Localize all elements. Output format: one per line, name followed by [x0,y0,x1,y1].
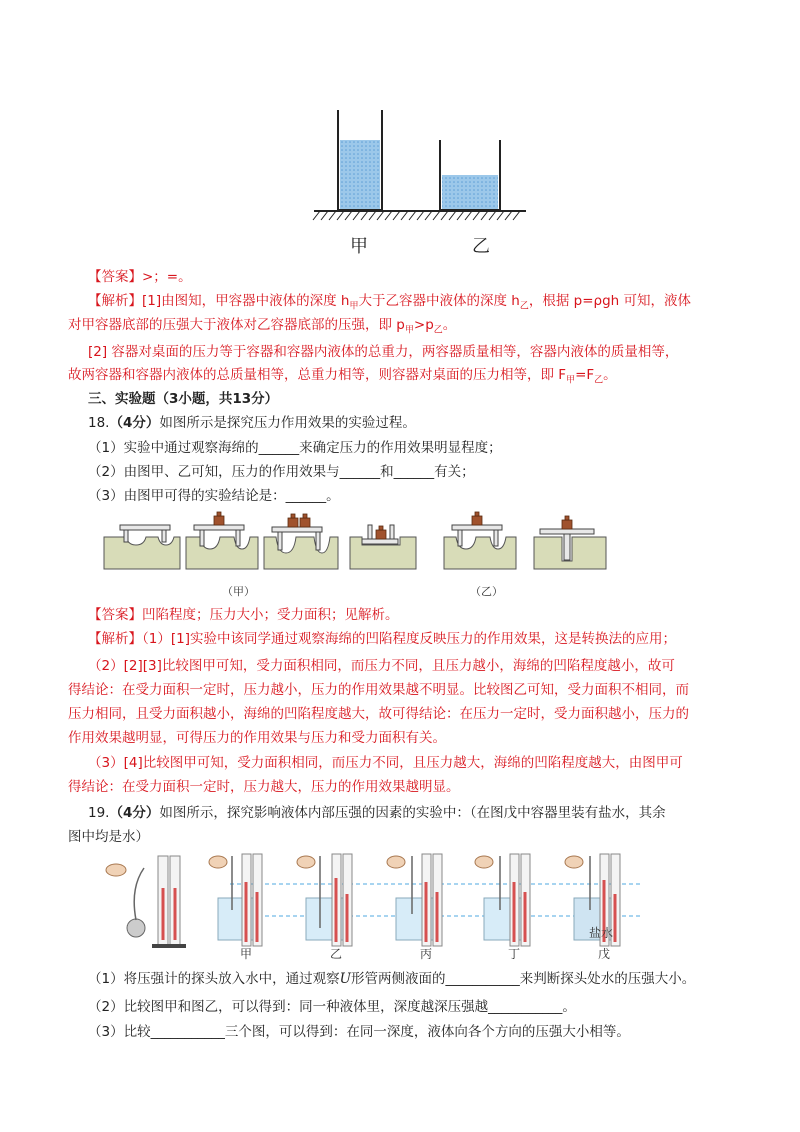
q18-analysis-line-2: （2）[2][3]比较图甲可知，受力面积相同，而压力不同，且压力越小，海绵的凹陷程度越小，故可 [88,658,675,674]
q18-analysis-line-5: 作用效果越明显，可得压力的作用效果与压力和受力面积有关。 [68,730,446,746]
q18-part-1: （1）实验中通过观察海绵的______来确定压力的作用效果明显程度； [88,440,502,456]
gauge-label-wu: 戊 [598,947,611,961]
section-title: 三、实验题（3小题，共13分） [88,391,279,407]
liquid-yi [442,175,498,210]
gauge-label-bing: 丙 [420,947,433,961]
gauge-bing [387,854,442,946]
analysis-tag: 【解析】 [88,293,142,309]
gauge-yi [297,854,352,946]
question-number: 18. [88,415,110,431]
q17-analysis-line-3: [2] 容器对桌面的压力等于容器和容器内液体的总重力，两容器质量相等，容器内液体的质量相等， [88,344,679,360]
q19-part-3: （3）比较___________三个图，可以得到：在同一深度，液体向各个方向的压强大小相等。 [88,1024,630,1040]
q18-analysis-line-4: 压力相同，且受力面积越小，海绵的凹陷程度越大，故可得结论：在压力一定时，受力面积越小，压力的 [68,706,689,722]
container-figure [300,100,540,255]
figure-caption-yi: （乙） [470,585,503,598]
gauge-label-jia: 甲 [240,947,253,961]
q18-part-3: （3）由图甲可得的实验结论是：______。 [88,488,340,504]
answer-text: 凹陷程度；压力大小；受力面积；见解析。 [142,607,399,623]
answer-tag: 【答案】 [88,607,142,623]
gauge-jia [209,854,262,946]
q19-part-2: （2）比较图甲和图乙，可以得到：同一种液体里，深度越深压强越___________。 [88,999,576,1015]
q18-analysis-line-3: 得结论：在受力面积一定时，压力越小，压力的作用效果越不明显。比较图乙可知，受力面积不相同，而 [68,682,689,698]
gauge-label-yi: 乙 [330,947,343,961]
q17-analysis-line-2: 对甲容器底部的压强大于液体对乙容器底部的压强，即 $p_甲>p_乙$。 [68,317,457,336]
question-score: （4分） [109,415,160,431]
q18-analysis-line-6: （3）[4]比较图甲可知，受力面积相同，而压力不同，且压力越大，海绵的凹陷程度越大，由图甲可 [88,755,683,771]
q18-analysis-line-7: 得结论：在受力面积一定时，压力越大，压力的作用效果越明显。 [68,779,460,795]
answer-text: >；=。 [142,269,192,285]
answer-tag: 【答案】 [88,269,142,285]
pressure-gauge-figure [100,848,660,960]
q18-part-2: （2）由图甲、乙可知，压力的作用效果与______和______有关； [88,464,475,480]
figure-caption-jia: （甲） [222,585,255,598]
q19-part-1: （1）将压强计的探头放入水中，通过观察U形管两侧液面的___________来判断探头处水的压强大小。 [88,971,696,987]
q17-analysis-line-1: 【解析】[1]由图知，甲容器中液体的深度 $h_甲$大于乙容器中液体的深度 $h_乙$，根据 p=ρgh 可知，液体 [88,293,692,312]
salt-water-label: 盐水 [589,926,614,940]
analysis-tag: 【解析】 [88,631,142,647]
figure-label-yi: 乙 [472,236,490,257]
liquid-jia [340,140,380,210]
q18-answer [88,604,399,626]
sponge-experiment-figure [100,505,620,585]
gauge-ding [475,854,530,946]
figure-label-jia: 甲 [350,236,368,257]
q17-analysis-line-4: 故两容器和容器内液体的总质量相等，总重力相等，则容器对桌面的压力相等，即 $F_甲=F_乙$。 [68,367,617,386]
question-score: （4分） [109,805,160,821]
q17-answer [88,266,192,288]
q18-analysis-line-1: 【解析】（1）[1]实验中该同学通过观察海绵的凹陷程度反映压力的作用效果，这是转换法的应用； [88,631,676,647]
q19-stem-line-1: 19.（4分）如图所示，探究影响液体内部压强的因素的实验中：（在图戊中容器里装有盐水，其余 [88,805,666,821]
q18-stem: 18.（4分）如图所示是探究压力作用效果的实验过程。 [88,415,416,431]
q19-stem-line-2: 图中均是水） [68,829,149,845]
gauge-outside [106,856,186,948]
question-number: 19. [88,805,110,821]
gauge-label-ding: 丁 [508,947,521,961]
